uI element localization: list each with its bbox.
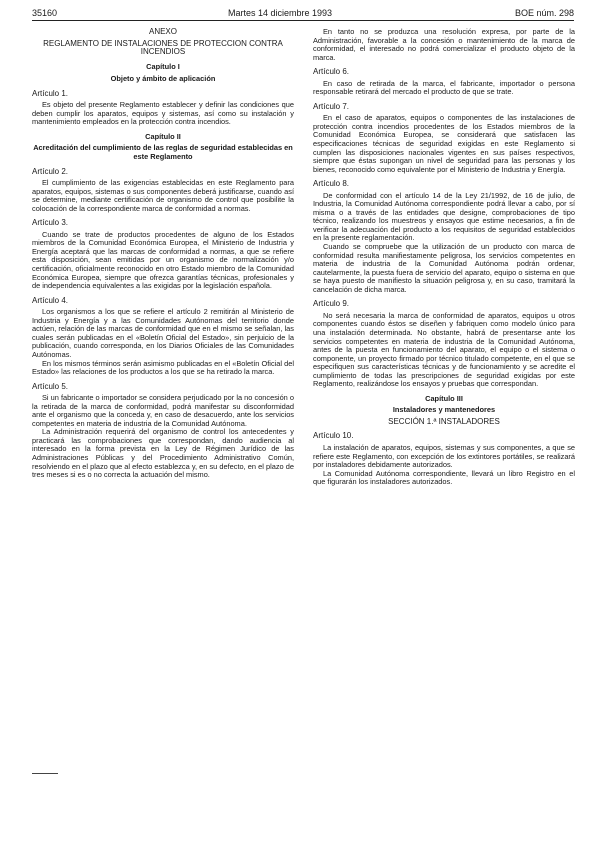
right-column xyxy=(313,28,575,487)
chapter-2-heading: Capítulo II xyxy=(145,131,181,141)
continuation-paragraph: En tanto no se produzca una resolución expresa, por parte de la Administración, favorable a la concesión o mantenimiento de la marca de conformidad, el interesado no podrá comercializar el producto objeto de la marca. xyxy=(313,27,575,62)
article-6-heading: Artículo 6. xyxy=(313,67,350,77)
article-10-paragraph-2: La Comunidad Autónoma correspondiente, llevará un libro Registro en el que figurarán los instaladores autorizados. xyxy=(313,468,575,487)
annex-heading: ANEXO xyxy=(148,27,177,36)
header-rule xyxy=(32,20,574,21)
chapter-3-title: Instaladores y mantenedores xyxy=(392,405,496,415)
article-3-heading: Artículo 3. xyxy=(32,218,69,228)
chapter-2-title: Acreditación del cumplimiento de las reglas de seguridad establecidas en este Reglamento xyxy=(33,143,293,162)
article-3-paragraph: Cuando se trate de productos procedentes de alguno de los Estados miembros de la Comunidad Económica Europea, el Ministerio de Industria y Energía aceptará que las marcas de conformidad a normas, a que se refiere esta disposición, sean emitidas por un organismo de normalización y/o certificación, oficialmente reconocido en otro Estado miembro de la Comunidad Económica Europea, siempre que ofrezca garantías técnicas, profesionales y de independencia equivalentes a las exigidas por la legislación española. xyxy=(32,229,294,291)
article-2-paragraph: El cumplimiento de las exigencias establecidas en este Reglamento para aparatos, equipos, sistemas o sus componentes deberá justificarse, cuando así se determine, mediante certificación de organismo de control que posibilite la colocación de la correspondiente marca de conformidad a normas. xyxy=(32,178,294,213)
journal-issue: BOE núm. 298 xyxy=(514,8,574,18)
article-2-heading: Artículo 2. xyxy=(32,166,69,176)
article-10-heading: Artículo 10. xyxy=(313,431,354,441)
article-10-paragraph-1: La instalación de aparatos, equipos, sistemas y sus componentes, a que se refiere este Reglamento, con excepción de los extintores portátiles, se realizará por instaladores debidamente autorizados. xyxy=(313,442,575,470)
article-6-paragraph: En caso de retirada de la marca, el fabricante, importador o persona responsable retirará del mercado el producto de que se trate. xyxy=(313,78,575,97)
article-9-paragraph: No será necesaria la marca de conformidad de aparatos, equipos u otros componentes cuando éstos se diseñen y fabriquen como modelo único para una instalación determinada. No obstante, habrá de presentarse ante los servicios competentes en materia de industria de la Comunidad Autónoma, antes de la puesta en funcionamiento del aparato, el equipo o el sistema o componente, un proyecto firmado por técnico titulado competente, en el que se especifiquen sus características técnicas y de funcionamiento y se acredite el cumplimiento de todas las prescripciones de seguridad exigidas por este Reglamento, realizándose los ensayos y pruebas que correspondan. xyxy=(313,310,575,389)
article-8-heading: Artículo 8. xyxy=(313,179,350,189)
footer-rule xyxy=(32,773,58,774)
article-4-paragraph-2: En los mismos términos serán asimismo publicadas en el «Boletín Oficial del Estado» las relaciones de los productos a los que se ha retirado la marca. xyxy=(32,358,294,377)
chapter-1-title: Objeto y ámbito de aplicación xyxy=(110,74,216,84)
chapter-1-heading: Capítulo I xyxy=(146,61,180,71)
page-number: 35160 xyxy=(32,8,58,18)
section-1-heading: SECCIÓN 1.ª INSTALADORES xyxy=(388,416,500,426)
issue-date: Martes 14 diciembre 1993 xyxy=(228,8,333,18)
article-7-heading: Artículo 7. xyxy=(313,101,350,111)
article-5-heading: Artículo 5. xyxy=(32,381,69,391)
article-1-heading: Artículo 1. xyxy=(32,88,69,98)
article-8-paragraph-1: De conformidad con el artículo 14 de la Ley 21/1992, de 16 de julio, de Industria, la Comunidad Autónoma correspondiente podrá llevar a cabo, por sí misma o a través de las entidades que designe, comprobaciones de tipo técnico, realizando los muestreos y ensayos que estime necesarios, a fin de verificar la adecuación del producto a los requisitos de seguridad establecidos en la presente reglamentación. xyxy=(313,190,575,243)
article-5-paragraph-1: Si un fabricante o importador se considera perjudicado por la no concesión o la retirada de la marca de conformidad, podrá manifestar su disconformidad ante el organismo que la conceda y, en caso de desacuerdo, ante los servicios competentes en materia de industria de la Comunidad Autónoma. xyxy=(32,393,294,428)
article-4-heading: Artículo 4. xyxy=(32,295,69,305)
article-5-paragraph-2: La Administración requerirá del organismo de control los antecedentes y practicará las comprobaciones que correspondan, dando audiencia al interesado en la forma prevista en la Ley de Régimen Jurídico de las Administraciones Públicas y del Procedimiento Administrativo Común, resolviendo en el plazo que al efecto establezca y, en su defecto, en el plazo de tres meses si es o no correcta la actuación del mismo. xyxy=(32,427,294,480)
article-9-heading: Artículo 9. xyxy=(313,299,350,309)
left-column xyxy=(32,28,294,480)
article-1-paragraph: Es objeto del presente Reglamento establecer y definir las condiciones que deben cumplir los aparatos, equipos y sistemas, así como su instalación y mantenimiento empleados en la protección contra incendios. xyxy=(32,100,294,127)
chapter-3-heading: Capítulo III xyxy=(425,393,463,403)
article-7-paragraph: En el caso de aparatos, equipos o componentes de las instalaciones de protección contra incendios procedentes de los Estados miembros de la Comunidad Económica Europea, se considerará que satisfacen las especificaciones técnicas de seguridad exigidas en este Reglamento si cumplen las disposiciones nacionales vigentes en sus países respectivos, siempre que éstas supongan un nivel de seguridad para las personas y los bienes, reconocido como equivalente por el Ministerio de Industria y Energía. xyxy=(313,113,575,174)
article-4-paragraph-1: Los organismos a los que se refiere el artículo 2 remitirán al Ministerio de Industria y Energía y a las Comunidades Autónomas del territorio donde actúen, relación de las marcas de conformidad que en el mismo se señalan, las cuales serán publicadas en el «Boletín Oficial del Estado», sin perjuicio de la publicación, cuando corresponda, en los Diarios Oficiales de las Comunidades Autónomas. xyxy=(32,307,294,359)
article-8-paragraph-2: Cuando se compruebe que la utilización de un producto con marca de conformidad resulta manifiestamente peligrosa, los servicios competentes en materia de industria de la Comunidad Autónoma podrán ordenar, cautelarmente, la puesta fuera de servicio del aparato, equipo o sistema en que se haya puesto de manifiesto la situación peligrosa y, en su caso, tramitará la cancelación de dicha marca. xyxy=(313,242,575,294)
regulation-title: REGLAMENTO DE INSTALACIONES DE PROTECCION CONTRA INCENDIOS xyxy=(43,38,283,57)
